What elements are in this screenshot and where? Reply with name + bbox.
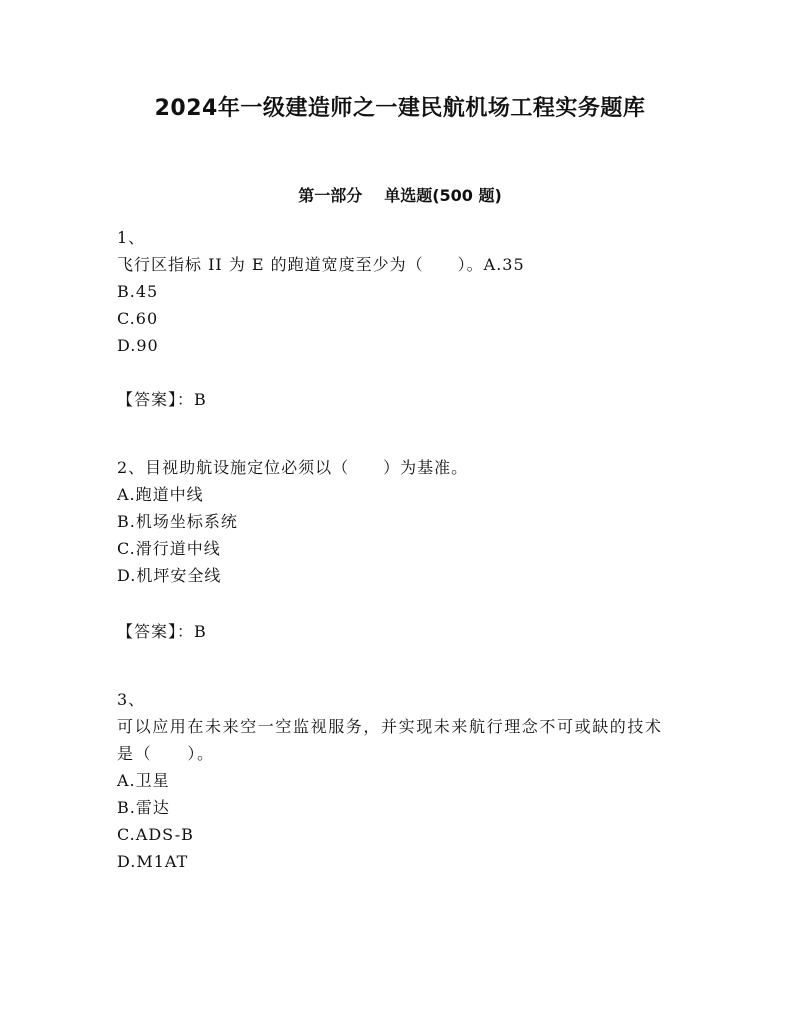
question-3-option-a: A.卫星 (117, 771, 170, 790)
question-3-option-b: B.雷达 (117, 798, 170, 817)
section-name: 单选题(500 题) (384, 186, 502, 205)
question-3-option-d: D.M1AT (117, 852, 189, 871)
question-2-option-a: A.跑道中线 (117, 485, 204, 504)
question-2-option-d: D.机坪安全线 (117, 566, 222, 585)
question-2-stem: 2、目视助航设施定位必须以（ ）为基准。 (117, 458, 469, 477)
question-1-option-d: D.90 (117, 336, 159, 355)
question-1-option-c: C.60 (117, 309, 159, 328)
question-1-answer: 【答案】：B (117, 390, 207, 409)
question-1-stem: 飞行区指标 II 为 E 的跑道宽度至少为（ ）。A.35 (117, 255, 525, 274)
question-1-option-b: B.45 (117, 282, 159, 301)
question-2-option-b: B.机场坐标系统 (117, 512, 238, 531)
question-1-number: 1、 (117, 228, 146, 247)
question-2-option-c: C.滑行道中线 (117, 539, 221, 558)
document-title: 2024年一级建造师之一建民航机场工程实务题库 (154, 96, 646, 121)
question-3-stem: 可以应用在未来空一空监视服务，并实现未来航行理念不可或缺的技术是（ ）。 (117, 717, 663, 763)
question-2-answer: 【答案】：B (117, 622, 207, 641)
section-title (0, 183, 800, 209)
question-3-option-c: C.ADS-B (117, 825, 194, 844)
question-3-number: 3、 (117, 690, 146, 709)
section-part: 第一部分 (298, 186, 363, 205)
